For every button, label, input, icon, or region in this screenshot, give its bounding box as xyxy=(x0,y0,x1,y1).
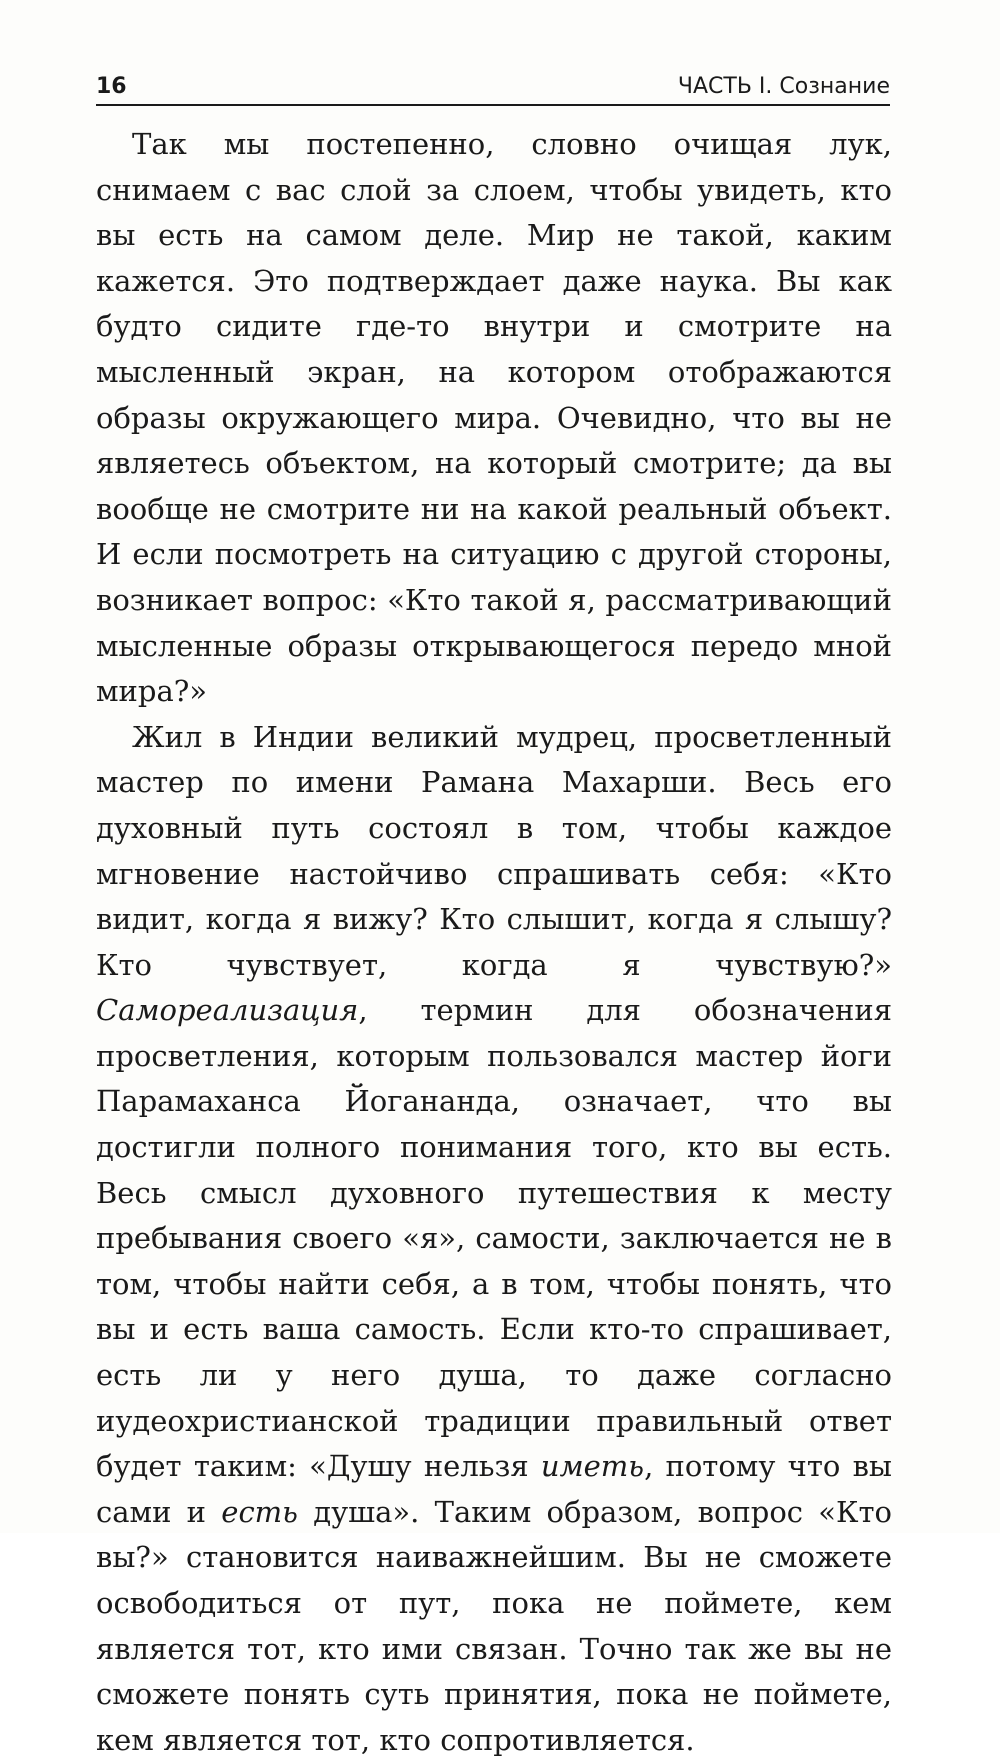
italic-word-are: есть xyxy=(221,1494,298,1529)
paragraph xyxy=(96,122,892,715)
italic-term-self-realization: Самореализация xyxy=(96,993,359,1028)
section-title: ЧАСТЬ I. Сознание xyxy=(677,74,890,99)
page-number: 16 xyxy=(96,74,127,99)
text-run: , термин для обозначения просветления, которым пользовался мастер йоги Парамаханса Йогананда, означает, что вы достигли полного понимания того, кто вы есть. Весь смысл духовного путешествия к месту пребывания своего «я», самости, заключается не в том, чтобы найти себя, а в том, чтобы понять, что вы и есть ваша самость. Если кто-то спрашивает, есть ли у него душа, то даже согласно иудеохристианской традиции правильный ответ будет таким: «Душу нельзя xyxy=(96,993,892,1484)
running-header xyxy=(96,68,890,106)
paragraph xyxy=(96,715,892,1763)
text-run: душа». Таким образом, вопрос «Кто вы?» становится наиважнейшим. Вы не сможете освободиться от пут, пока не поймете, кем является тот, кто ими связан. Точно так же вы не сможете понять суть принятия, пока не поймете, кем является тот, кто сопротивляется. xyxy=(96,1494,892,1757)
italic-word-have: иметь xyxy=(540,1449,645,1484)
text-run: , потому что вы сами и xyxy=(96,1449,892,1529)
text-run: Жил в Индии великий мудрец, просветленный мастер по имени Рамана Махарши. Весь его духовный путь состоял в том, чтобы каждое мгновение настойчиво спрашивать себя: «Кто видит, когда я вижу? Кто слышит, когда я слышу? Кто чувствует, когда я чувствую?» xyxy=(96,719,892,982)
text-run: Так мы постепенно, словно очищая лук, снимаем с вас слой за слоем, чтобы увидеть, кто вы есть на самом деле. Мир не такой, каким кажется. Это подтверждает даже наука. Вы как будто сидите где-то внутри и смотрите на мысленный экран, на котором отображаются образы окружающего мира. Очевидно, что вы не являетесь объектом, на который смотрите; да вы вообще не смотрите ни на какой реальный объект. И если посмотреть на ситуацию с другой стороны, возникает вопрос: «Кто такой я, рассматривающий мысленные образы открывающегося передо мной мира?» xyxy=(96,127,892,709)
body-text xyxy=(96,122,892,1763)
